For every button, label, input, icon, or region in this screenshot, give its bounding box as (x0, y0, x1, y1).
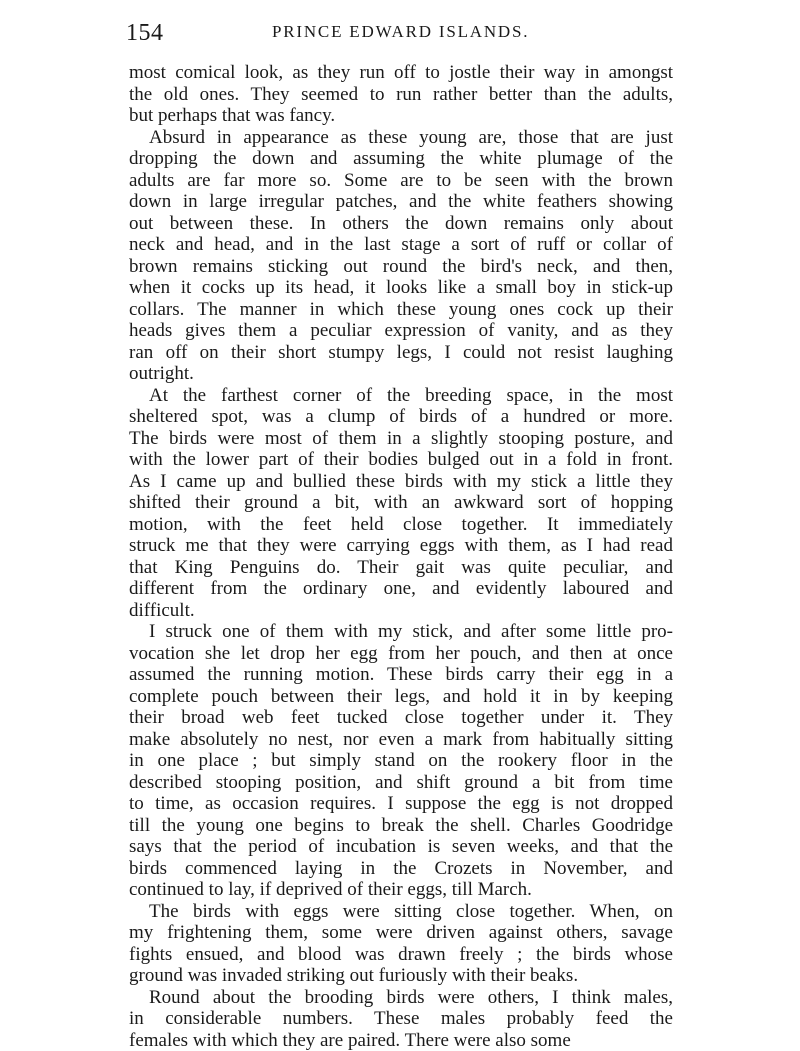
page-number: 154 (126, 20, 164, 47)
text-line: the old ones. They seemed to run rather better than the adults, (129, 84, 673, 106)
text-line: motion, with the feet held close together. It immediately (129, 514, 673, 536)
paragraph (129, 987, 673, 1051)
text-line: sheltered spot, was a clump of birds of a hundred or more. (129, 406, 673, 428)
text-line: that King Penguins do. Their gait was quite peculiar, and (129, 557, 673, 579)
paragraph (129, 385, 673, 622)
text-line: says that the period of incubation is seven weeks, and that the (129, 836, 673, 858)
paragraph (129, 127, 673, 385)
text-line: continued to lay, if deprived of their eggs, till March. (129, 879, 673, 901)
text-line: make absolutely no nest, nor even a mark from habitually sitting (129, 729, 673, 751)
text-line: Round about the brooding birds were others, I think males, (129, 987, 673, 1009)
text-line: in considerable numbers. These males probably feed the (129, 1008, 673, 1030)
text-line: most comical look, as they run off to jostle their way in amongst (129, 62, 673, 84)
text-line: shifted their ground a bit, with an awkward sort of hopping (129, 492, 673, 514)
text-line: struck me that they were carrying eggs with them, as I had read (129, 535, 673, 557)
text-line: different from the ordinary one, and evidently laboured and (129, 578, 673, 600)
page-header (124, 18, 676, 48)
text-line: down in large irregular patches, and the white feathers showing (129, 191, 673, 213)
text-line: out between these. In others the down remains only about (129, 213, 673, 235)
text-line: complete pouch between their legs, and hold it in by keeping (129, 686, 673, 708)
text-line: assumed the running motion. These birds carry their egg in a (129, 664, 673, 686)
text-line: fights ensued, and blood was drawn freely ; the birds whose (129, 944, 673, 966)
text-line: I struck one of them with my stick, and after some little pro- (129, 621, 673, 643)
text-line: heads gives them a peculiar expression of vanity, and as they (129, 320, 673, 342)
paragraph (129, 62, 673, 127)
text-line: The birds with eggs were sitting close together. When, on (129, 901, 673, 923)
text-line: At the farthest corner of the breeding space, in the most (129, 385, 673, 407)
text-line: my frightening them, some were driven against others, savage (129, 922, 673, 944)
text-line: till the young one begins to break the shell. Charles Goodridge (129, 815, 673, 837)
text-line: birds commenced laying in the Crozets in November, and (129, 858, 673, 880)
body-text (129, 62, 673, 1051)
text-line: neck and head, and in the last stage a sort of ruff or collar of (129, 234, 673, 256)
text-line: when it cocks up its head, it looks like a small boy in stick-up (129, 277, 673, 299)
text-line: collars. The manner in which these young ones cock up their (129, 299, 673, 321)
text-line: in one place ; but simply stand on the rookery floor in the (129, 750, 673, 772)
text-line: but perhaps that was fancy. (129, 105, 673, 127)
text-line: ground was invaded striking out furiously with their beaks. (129, 965, 673, 987)
text-line: dropping the down and assuming the white plumage of the (129, 148, 673, 170)
text-line: ran off on their short stumpy legs, I could not resist laughing (129, 342, 673, 364)
text-line: females with which they are paired. There were also some (129, 1030, 673, 1051)
text-line: difficult. (129, 600, 673, 622)
paragraph (129, 621, 673, 901)
text-line: with the lower part of their bodies bulged out in a fold in front. (129, 449, 673, 471)
paragraph (129, 901, 673, 987)
text-line: described stooping position, and shift ground a bit from time (129, 772, 673, 794)
text-line: outright. (129, 363, 673, 385)
text-line: Absurd in appearance as these young are, those that are just (129, 127, 673, 149)
text-line: their broad web feet tucked close together under it. They (129, 707, 673, 729)
text-line: vocation she let drop her egg from her pouch, and then at once (129, 643, 673, 665)
text-line: brown remains sticking out round the bird's neck, and then, (129, 256, 673, 278)
running-title: PRINCE EDWARD ISLANDS. (272, 22, 529, 42)
text-line: The birds were most of them in a slightly stooping posture, and (129, 428, 673, 450)
text-line: to time, as occasion requires. I suppose the egg is not dropped (129, 793, 673, 815)
text-line: adults are far more so. Some are to be seen with the brown (129, 170, 673, 192)
text-line: As I came up and bullied these birds with my stick a little they (129, 471, 673, 493)
